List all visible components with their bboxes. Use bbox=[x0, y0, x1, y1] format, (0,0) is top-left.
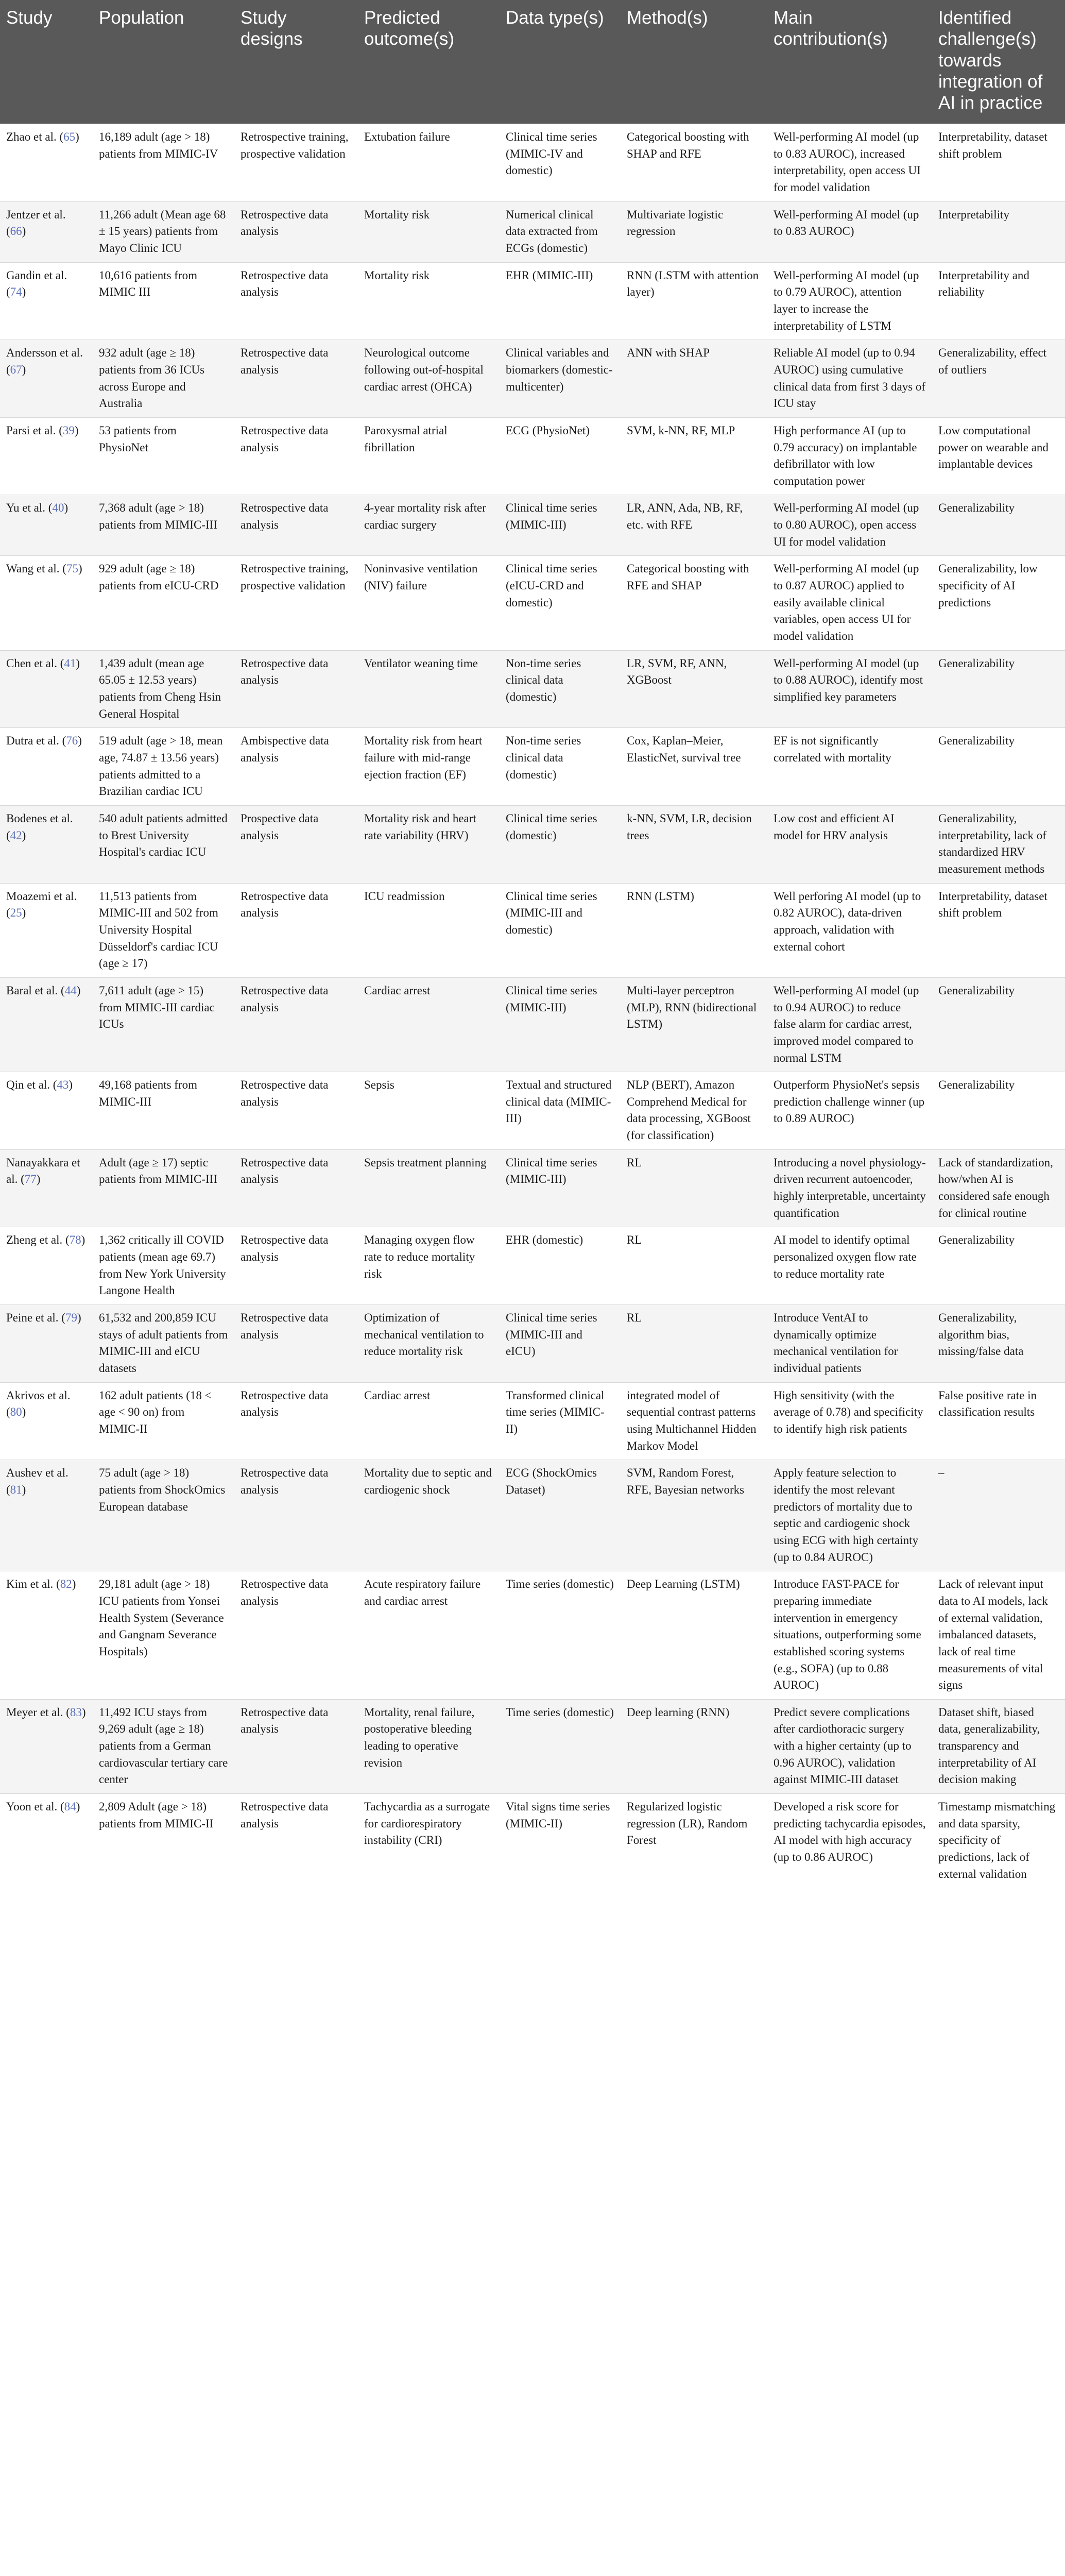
study-cell: Baral et al. (44) bbox=[0, 977, 93, 1072]
population-cell: 53 patients from PhysioNet bbox=[93, 417, 234, 495]
study-design-cell: Retrospective training, prospective validation bbox=[234, 556, 358, 650]
method-cell: ANN with SHAP bbox=[621, 340, 767, 418]
challenges-cell: Generalizability bbox=[932, 977, 1065, 1072]
study-cell: Parsi et al. (39) bbox=[0, 417, 93, 495]
predicted-outcome-cell: Sepsis bbox=[358, 1072, 500, 1150]
study-design-cell: Retrospective data analysis bbox=[234, 1227, 358, 1305]
main-contribution-cell: Well perforing AI model (up to 0.82 AUROC), data-driven approach, validation with external cohort bbox=[767, 883, 932, 977]
predicted-outcome-cell: Mortality risk from heart failure with mid-range ejection fraction (EF) bbox=[358, 728, 500, 806]
challenges-cell: Generalizability bbox=[932, 1227, 1065, 1305]
table-row bbox=[0, 124, 1065, 202]
citation-link[interactable]: 42 bbox=[10, 828, 22, 842]
main-contribution-cell: EF is not significantly correlated with mortality bbox=[767, 728, 932, 806]
predicted-outcome-cell: Acute respiratory failure and cardiac arrest bbox=[358, 1571, 500, 1700]
method-cell: Regularized logistic regression (LR), Random Forest bbox=[621, 1794, 767, 1888]
study-design-cell: Retrospective data analysis bbox=[234, 1460, 358, 1571]
study-author: Parsi et al. bbox=[6, 423, 56, 437]
table-row bbox=[0, 1149, 1065, 1227]
study-design-cell: Retrospective data analysis bbox=[234, 340, 358, 418]
header-study: Study bbox=[0, 0, 93, 124]
challenges-cell: Generalizability bbox=[932, 1072, 1065, 1150]
method-cell: Deep learning (RNN) bbox=[621, 1699, 767, 1793]
population-cell: 162 adult patients (18 < age < 90 on) from MIMIC-II bbox=[93, 1382, 234, 1460]
population-cell: 11,513 patients from MIMIC-III and 502 from University Hospital Düsseldorf's cardiac ICU (age ≥ 17) bbox=[93, 883, 234, 977]
table-row bbox=[0, 883, 1065, 977]
study-cell: Nanayakkara et al. (77) bbox=[0, 1149, 93, 1227]
citation-link[interactable]: 80 bbox=[10, 1405, 22, 1419]
population-cell: 49,168 patients from MIMIC-III bbox=[93, 1072, 234, 1150]
main-contribution-cell: Low cost and efficient AI model for HRV analysis bbox=[767, 805, 932, 883]
table-row bbox=[0, 977, 1065, 1072]
population-cell: 7,611 adult (age > 15) from MIMIC-III cardiac ICUs bbox=[93, 977, 234, 1072]
challenges-cell: Generalizability, low specificity of AI predictions bbox=[932, 556, 1065, 650]
method-cell: LR, ANN, Ada, NB, RF, etc. with RFE bbox=[621, 495, 767, 556]
study-author: Aushev et al. bbox=[6, 1466, 68, 1480]
table-row bbox=[0, 1382, 1065, 1460]
main-contribution-cell: Outperform PhysioNet's sepsis prediction challenge winner (up to 0.89 AUROC) bbox=[767, 1072, 932, 1150]
predicted-outcome-cell: 4-year mortality risk after cardiac surgery bbox=[358, 495, 500, 556]
main-contribution-cell: Well-performing AI model (up to 0.94 AUROC) to reduce false alarm for cardiac arrest, improved model compared to normal LSTM bbox=[767, 977, 932, 1072]
predicted-outcome-cell: Ventilator weaning time bbox=[358, 650, 500, 728]
citation-link[interactable]: 79 bbox=[65, 1311, 77, 1325]
population-cell: 519 adult (age > 18, mean age, 74.87 ± 13.56 years) patients admitted to a Brazilian cardiac ICU bbox=[93, 728, 234, 806]
main-contribution-cell: Well-performing AI model (up to 0.83 AUROC) bbox=[767, 201, 932, 262]
data-type-cell: Textual and structured clinical data (MIMIC-III) bbox=[500, 1072, 621, 1150]
study-design-cell: Retrospective data analysis bbox=[234, 650, 358, 728]
study-cell: Zheng et al. (78) bbox=[0, 1227, 93, 1305]
population-cell: 7,368 adult (age > 18) patients from MIMIC-III bbox=[93, 495, 234, 556]
citation-link[interactable]: 39 bbox=[62, 423, 75, 437]
study-cell: Yu et al. (40) bbox=[0, 495, 93, 556]
main-contribution-cell: Introduce FAST-PACE for preparing immediate intervention in emergency situations, outperforming some established scoring systems (e.g., SOFA) (up to 0.88 AUROC) bbox=[767, 1571, 932, 1700]
main-contribution-cell: Introducing a novel physiology-driven recurrent autoencoder, highly interpretable, uncertainty quantification bbox=[767, 1149, 932, 1227]
study-design-cell: Retrospective data analysis bbox=[234, 417, 358, 495]
predicted-outcome-cell: Mortality due to septic and cardiogenic shock bbox=[358, 1460, 500, 1571]
citation-link[interactable]: 83 bbox=[70, 1705, 82, 1719]
main-contribution-cell: AI model to identify optimal personalized oxygen flow rate to reduce mortality rate bbox=[767, 1227, 932, 1305]
study-design-cell: Retrospective data analysis bbox=[234, 201, 358, 262]
predicted-outcome-cell: Paroxysmal atrial fibrillation bbox=[358, 417, 500, 495]
citation-link[interactable]: 66 bbox=[10, 225, 22, 238]
study-author: Gandin et al. bbox=[6, 268, 67, 282]
table-row bbox=[0, 805, 1065, 883]
study-cell: Andersson et al. (67) bbox=[0, 340, 93, 418]
header-data-types: Data type(s) bbox=[500, 0, 621, 124]
citation-link[interactable]: 40 bbox=[52, 501, 64, 515]
study-author: Zheng et al. bbox=[6, 1233, 63, 1247]
data-type-cell: Time series (domestic) bbox=[500, 1571, 621, 1700]
population-cell: 16,189 adult (age > 18) patients from MIMIC-IV bbox=[93, 124, 234, 202]
citation-link[interactable]: 77 bbox=[24, 1173, 37, 1186]
study-cell: Peine et al. (79) bbox=[0, 1305, 93, 1383]
main-contribution-cell: Reliable AI model (up to 0.94 AUROC) using cumulative clinical data from first 3 days of ICU stay bbox=[767, 340, 932, 418]
method-cell: integrated model of sequential contrast patterns using Multichannel Hidden Markov Model bbox=[621, 1382, 767, 1460]
study-design-cell: Retrospective data analysis bbox=[234, 1794, 358, 1888]
study-design-cell: Retrospective data analysis bbox=[234, 1699, 358, 1793]
challenges-cell: Generalizability, effect of outliers bbox=[932, 340, 1065, 418]
main-contribution-cell: Predict severe complications after cardiothoracic surgery with a higher certainty (up to 0.96 AUROC), validation against MIMIC-III dataset bbox=[767, 1699, 932, 1793]
challenges-cell: Interpretability and reliability bbox=[932, 262, 1065, 340]
header-study-designs: Study designs bbox=[234, 0, 358, 124]
data-type-cell: EHR (domestic) bbox=[500, 1227, 621, 1305]
table-row bbox=[0, 650, 1065, 728]
predicted-outcome-cell: Cardiac arrest bbox=[358, 977, 500, 1072]
data-type-cell: Clinical time series (MIMIC-IV and domestic) bbox=[500, 124, 621, 202]
study-design-cell: Retrospective data analysis bbox=[234, 495, 358, 556]
table-row bbox=[0, 495, 1065, 556]
main-contribution-cell: Introduce VentAI to dynamically optimize mechanical ventilation for individual patients bbox=[767, 1305, 932, 1383]
predicted-outcome-cell: Managing oxygen flow rate to reduce mortality risk bbox=[358, 1227, 500, 1305]
citation-link[interactable]: 81 bbox=[10, 1483, 22, 1496]
method-cell: Categorical boosting with RFE and SHAP bbox=[621, 556, 767, 650]
population-cell: 1,439 adult (mean age 65.05 ± 12.53 years) patients from Cheng Hsin General Hospital bbox=[93, 650, 234, 728]
main-contribution-cell: High performance AI (up to 0.79 accuracy) on implantable defibrillator with low computation power bbox=[767, 417, 932, 495]
citation-link[interactable]: 41 bbox=[64, 656, 76, 670]
main-contribution-cell: Well-performing AI model (up to 0.80 AUROC), open access UI for model validation bbox=[767, 495, 932, 556]
table-row bbox=[0, 1699, 1065, 1793]
data-type-cell: Clinical time series (eICU-CRD and domestic) bbox=[500, 556, 621, 650]
challenges-cell: Interpretability, dataset shift problem bbox=[932, 883, 1065, 977]
predicted-outcome-cell: Noninvasive ventilation (NIV) failure bbox=[358, 556, 500, 650]
citation-link[interactable]: 43 bbox=[57, 1078, 69, 1092]
study-author: Nanayakkara et al. bbox=[6, 1156, 80, 1186]
predicted-outcome-cell: Sepsis treatment planning bbox=[358, 1149, 500, 1227]
data-type-cell: EHR (MIMIC-III) bbox=[500, 262, 621, 340]
study-cell: Yoon et al. (84) bbox=[0, 1794, 93, 1888]
main-contribution-cell: Well-performing AI model (up to 0.88 AUROC), identify most simplified key parameters bbox=[767, 650, 932, 728]
data-type-cell: Clinical time series (MIMIC-III) bbox=[500, 1149, 621, 1227]
method-cell: k-NN, SVM, LR, decision trees bbox=[621, 805, 767, 883]
study-author: Moazemi et al. bbox=[6, 889, 77, 903]
data-type-cell: Non-time series clinical data (domestic) bbox=[500, 650, 621, 728]
citation-link[interactable]: 82 bbox=[60, 1578, 72, 1591]
challenges-cell: Interpretability bbox=[932, 201, 1065, 262]
challenges-cell: Low computational power on wearable and implantable devices bbox=[932, 417, 1065, 495]
population-cell: 29,181 adult (age > 18) ICU patients from Yonsei Health System (Severance and Gangnam Severance Hospitals) bbox=[93, 1571, 234, 1700]
study-design-cell: Prospective data analysis bbox=[234, 805, 358, 883]
challenges-cell: Interpretability, dataset shift problem bbox=[932, 124, 1065, 202]
header-population: Population bbox=[93, 0, 234, 124]
header-row bbox=[0, 0, 1065, 124]
table-row bbox=[0, 201, 1065, 262]
table-body bbox=[0, 124, 1065, 1888]
method-cell: Multivariate logistic regression bbox=[621, 201, 767, 262]
data-type-cell: ECG (PhysioNet) bbox=[500, 417, 621, 495]
table-row bbox=[0, 556, 1065, 650]
study-cell: Chen et al. (41) bbox=[0, 650, 93, 728]
citation-link[interactable]: 78 bbox=[69, 1233, 81, 1247]
predicted-outcome-cell: Cardiac arrest bbox=[358, 1382, 500, 1460]
method-cell: Deep Learning (LSTM) bbox=[621, 1571, 767, 1700]
table-row bbox=[0, 1571, 1065, 1700]
table-row bbox=[0, 1794, 1065, 1888]
challenges-cell: Lack of relevant input data to AI models, lack of external validation, imbalanced datasets, lack of real time measurements of vital signs bbox=[932, 1571, 1065, 1700]
data-type-cell: Time series (domestic) bbox=[500, 1699, 621, 1793]
study-author: Chen et al. bbox=[6, 656, 57, 670]
citation-link[interactable]: 25 bbox=[10, 906, 22, 920]
study-author: Zhao et al. bbox=[6, 130, 57, 143]
data-type-cell: Vital signs time series (MIMIC-II) bbox=[500, 1794, 621, 1888]
predicted-outcome-cell: Mortality risk bbox=[358, 262, 500, 340]
method-cell: RNN (LSTM) bbox=[621, 883, 767, 977]
study-cell: Zhao et al. (65) bbox=[0, 124, 93, 202]
study-design-cell: Ambispective data analysis bbox=[234, 728, 358, 806]
study-design-cell: Retrospective data analysis bbox=[234, 1072, 358, 1150]
main-contribution-cell: Well-performing AI model (up to 0.79 AUROC), attention layer to increase the interpretability of LSTM bbox=[767, 262, 932, 340]
data-type-cell: Clinical time series (domestic) bbox=[500, 805, 621, 883]
study-design-cell: Retrospective data analysis bbox=[234, 977, 358, 1072]
study-cell: Qin et al. (43) bbox=[0, 1072, 93, 1150]
method-cell: RNN (LSTM with attention layer) bbox=[621, 262, 767, 340]
data-type-cell: Clinical time series (MIMIC-III and eICU) bbox=[500, 1305, 621, 1383]
header-identified-challenges: Identified challenge(s) towards integration of AI in practice bbox=[932, 0, 1065, 124]
predicted-outcome-cell: Extubation failure bbox=[358, 124, 500, 202]
predicted-outcome-cell: Optimization of mechanical ventilation to reduce mortality risk bbox=[358, 1305, 500, 1383]
study-design-cell: Retrospective training, prospective validation bbox=[234, 124, 358, 202]
citation-link[interactable]: 67 bbox=[10, 363, 22, 376]
method-cell: Multi-layer perceptron (MLP), RNN (bidirectional LSTM) bbox=[621, 977, 767, 1072]
table-row bbox=[0, 1460, 1065, 1571]
table-row bbox=[0, 1305, 1065, 1383]
study-author: Yu et al. bbox=[6, 501, 46, 515]
main-contribution-cell: Developed a risk score for predicting tachycardia episodes, AI model with high accuracy (up to 0.86 AUROC) bbox=[767, 1794, 932, 1888]
citation-link[interactable]: 65 bbox=[63, 130, 76, 143]
method-cell: RL bbox=[621, 1305, 767, 1383]
study-design-cell: Retrospective data analysis bbox=[234, 883, 358, 977]
study-cell: Kim et al. (82) bbox=[0, 1571, 93, 1700]
method-cell: LR, SVM, RF, ANN, XGBoost bbox=[621, 650, 767, 728]
challenges-cell: Generalizability bbox=[932, 728, 1065, 806]
main-contribution-cell: Well-performing AI model (up to 0.83 AUROC), increased interpretability, open access UI for model validation bbox=[767, 124, 932, 202]
study-design-cell: Retrospective data analysis bbox=[234, 1149, 358, 1227]
predicted-outcome-cell: ICU readmission bbox=[358, 883, 500, 977]
population-cell: 2,809 Adult (age > 18) patients from MIMIC-II bbox=[93, 1794, 234, 1888]
study-cell: Gandin et al. (74) bbox=[0, 262, 93, 340]
population-cell: 61,532 and 200,859 ICU stays of adult patients from MIMIC-III and eICU datasets bbox=[93, 1305, 234, 1383]
study-cell: Jentzer et al. (66) bbox=[0, 201, 93, 262]
study-author: Kim et al. bbox=[6, 1578, 54, 1591]
citation-link[interactable]: 44 bbox=[64, 984, 77, 997]
study-author: Bodenes et al. bbox=[6, 811, 73, 825]
study-cell: Meyer et al. (83) bbox=[0, 1699, 93, 1793]
study-author: Andersson et al. bbox=[6, 346, 83, 360]
population-cell: Adult (age ≥ 17) septic patients from MIMIC-III bbox=[93, 1149, 234, 1227]
citation-link[interactable]: 75 bbox=[66, 562, 78, 575]
table-row bbox=[0, 262, 1065, 340]
data-type-cell: ECG (ShockOmics Dataset) bbox=[500, 1460, 621, 1571]
predicted-outcome-cell: Tachycardia as a surrogate for cardiorespiratory instability (CRI) bbox=[358, 1794, 500, 1888]
study-author: Qin et al. bbox=[6, 1078, 50, 1092]
study-author: Jentzer et al. bbox=[6, 208, 66, 221]
study-author: Peine et al. bbox=[6, 1311, 59, 1325]
table-row bbox=[0, 1227, 1065, 1305]
data-type-cell: Numerical clinical data extracted from ECGs (domestic) bbox=[500, 201, 621, 262]
challenges-cell: Lack of standardization, how/when AI is considered safe enough for clinical routine bbox=[932, 1149, 1065, 1227]
study-cell: Wang et al. (75) bbox=[0, 556, 93, 650]
population-cell: 10,616 patients from MIMIC III bbox=[93, 262, 234, 340]
table-header bbox=[0, 0, 1065, 124]
challenges-cell: – bbox=[932, 1460, 1065, 1571]
header-predicted-outcomes: Predicted outcome(s) bbox=[358, 0, 500, 124]
citation-link[interactable]: 74 bbox=[10, 285, 22, 299]
study-cell: Aushev et al. (81) bbox=[0, 1460, 93, 1571]
study-author: Wang et al. bbox=[6, 562, 60, 575]
data-type-cell: Clinical time series (MIMIC-III) bbox=[500, 977, 621, 1072]
challenges-cell: Timestamp mismatching and data sparsity, specificity of predictions, lack of external validation bbox=[932, 1794, 1065, 1888]
population-cell: 11,266 adult (Mean age 68 ± 15 years) patients from Mayo Clinic ICU bbox=[93, 201, 234, 262]
study-design-cell: Retrospective data analysis bbox=[234, 1382, 358, 1460]
study-author: Akrivos et al. bbox=[6, 1388, 71, 1402]
challenges-cell: False positive rate in classification results bbox=[932, 1382, 1065, 1460]
main-contribution-cell: High sensitivity (with the average of 0.78) and specificity to identify high risk patients bbox=[767, 1382, 932, 1460]
table-row bbox=[0, 728, 1065, 806]
main-contribution-cell: Apply feature selection to identify the most relevant predictors of mortality due to septic and cardiogenic shock using ECG with high certainty (up to 0.84 AUROC) bbox=[767, 1460, 932, 1571]
data-type-cell: Clinical time series (MIMIC-III and domestic) bbox=[500, 883, 621, 977]
method-cell: SVM, Random Forest, RFE, Bayesian networks bbox=[621, 1460, 767, 1571]
study-author: Baral et al. bbox=[6, 984, 58, 997]
header-methods: Method(s) bbox=[621, 0, 767, 124]
population-cell: 11,492 ICU stays from 9,269 adult (age ≥ 18) patients from a German cardiovascular tertiary care center bbox=[93, 1699, 234, 1793]
predicted-outcome-cell: Mortality risk and heart rate variability (HRV) bbox=[358, 805, 500, 883]
predicted-outcome-cell: Mortality, renal failure, postoperative bleeding leading to operative revision bbox=[358, 1699, 500, 1793]
challenges-cell: Generalizability, algorithm bias, missing/false data bbox=[932, 1305, 1065, 1383]
data-type-cell: Clinical variables and biomarkers (domestic-multicenter) bbox=[500, 340, 621, 418]
study-cell: Moazemi et al. (25) bbox=[0, 883, 93, 977]
population-cell: 540 adult patients admitted to Brest University Hospital's cardiac ICU bbox=[93, 805, 234, 883]
challenges-cell: Generalizability bbox=[932, 650, 1065, 728]
data-type-cell: Non-time series clinical data (domestic) bbox=[500, 728, 621, 806]
predicted-outcome-cell: Neurological outcome following out-of-hospital cardiac arrest (OHCA) bbox=[358, 340, 500, 418]
method-cell: Cox, Kaplan–Meier, ElasticNet, survival tree bbox=[621, 728, 767, 806]
header-main-contributions: Main contribution(s) bbox=[767, 0, 932, 124]
population-cell: 929 adult (age ≥ 18) patients from eICU-CRD bbox=[93, 556, 234, 650]
study-author: Meyer et al. bbox=[6, 1705, 63, 1719]
challenges-cell: Generalizability bbox=[932, 495, 1065, 556]
study-design-cell: Retrospective data analysis bbox=[234, 1571, 358, 1700]
study-author: Dutra et al. bbox=[6, 734, 59, 748]
study-design-cell: Retrospective data analysis bbox=[234, 1305, 358, 1383]
study-cell: Akrivos et al. (80) bbox=[0, 1382, 93, 1460]
data-type-cell: Clinical time series (MIMIC-III) bbox=[500, 495, 621, 556]
population-cell: 1,362 critically ill COVID patients (mean age 69.7) from New York University Langone Health bbox=[93, 1227, 234, 1305]
method-cell: RL bbox=[621, 1149, 767, 1227]
method-cell: Categorical boosting with SHAP and RFE bbox=[621, 124, 767, 202]
table-row bbox=[0, 340, 1065, 418]
population-cell: 932 adult (age ≥ 18) patients from 36 ICUs across Europe and Australia bbox=[93, 340, 234, 418]
table-row bbox=[0, 417, 1065, 495]
study-cell: Dutra et al. (76) bbox=[0, 728, 93, 806]
study-design-cell: Retrospective data analysis bbox=[234, 262, 358, 340]
predicted-outcome-cell: Mortality risk bbox=[358, 201, 500, 262]
table-row bbox=[0, 1072, 1065, 1150]
main-contribution-cell: Well-performing AI model (up to 0.87 AUROC) applied to easily available clinical variables, open access UI for model validation bbox=[767, 556, 932, 650]
method-cell: RL bbox=[621, 1227, 767, 1305]
population-cell: 75 adult (age > 18) patients from ShockOmics European database bbox=[93, 1460, 234, 1571]
challenges-cell: Dataset shift, biased data, generalizability, transparency and interpretability of AI decision making bbox=[932, 1699, 1065, 1793]
citation-link[interactable]: 84 bbox=[64, 1800, 76, 1814]
method-cell: SVM, k-NN, RF, MLP bbox=[621, 417, 767, 495]
challenges-cell: Generalizability, interpretability, lack of standardized HRV measurement methods bbox=[932, 805, 1065, 883]
data-type-cell: Transformed clinical time series (MIMIC-II) bbox=[500, 1382, 621, 1460]
study-cell: Bodenes et al. (42) bbox=[0, 805, 93, 883]
study-author: Yoon et al. bbox=[6, 1800, 58, 1814]
method-cell: NLP (BERT), Amazon Comprehend Medical for data processing, XGBoost (for classification) bbox=[621, 1072, 767, 1150]
citation-link[interactable]: 76 bbox=[66, 734, 78, 748]
